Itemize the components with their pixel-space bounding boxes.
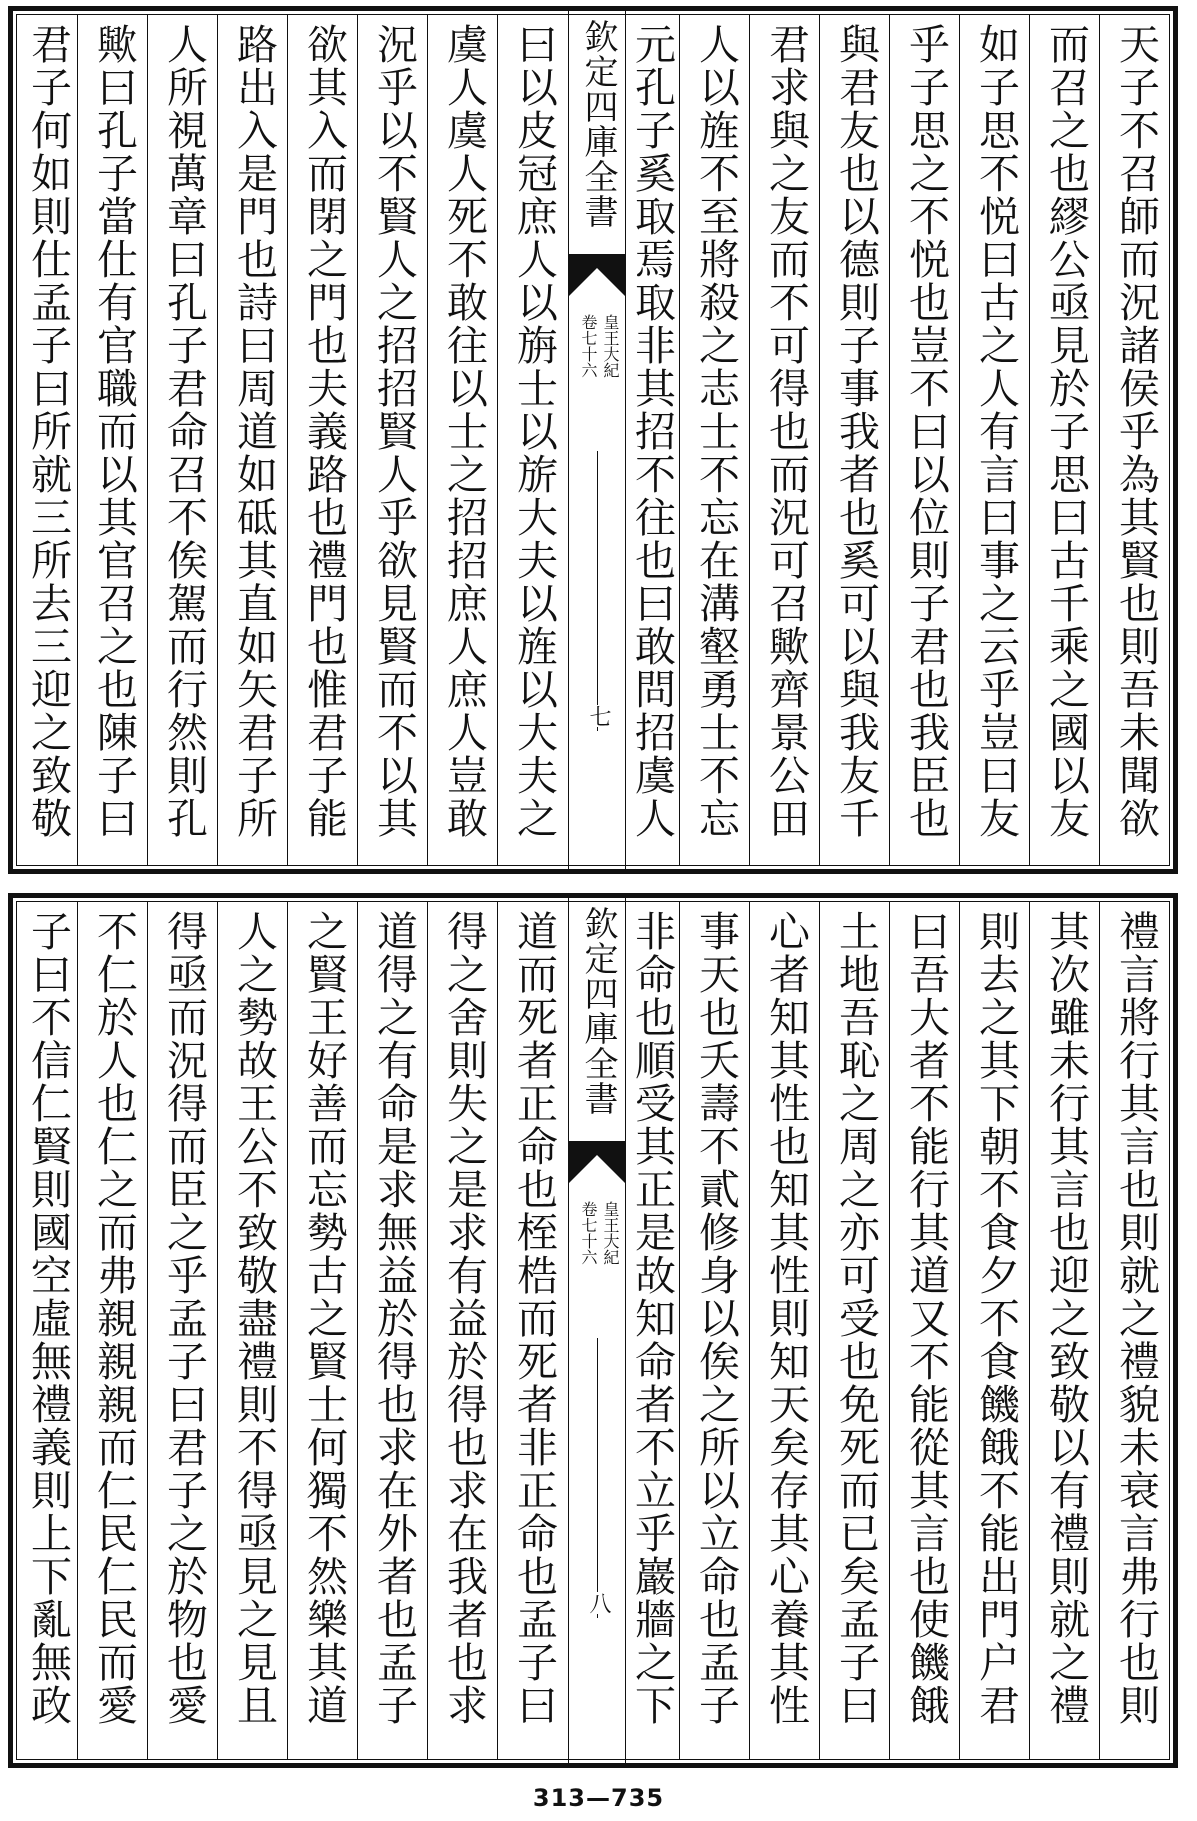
center-gutter bbox=[568, 11, 626, 869]
column-rule bbox=[147, 901, 148, 1760]
text-column: 人以旌不至將殺之志士不忘在溝壑勇士不忘 bbox=[692, 23, 740, 840]
book-subtitle: 皇王大紀 bbox=[601, 1201, 620, 1265]
text-column: 其次雖未行其言也迎之致敬以有禮則就之禮 bbox=[1042, 910, 1090, 1727]
text-column: 況乎以不賢人之招招賢人乎欲見賢而不以其 bbox=[370, 23, 418, 840]
text-column: 君求與之友而不可得也而況可召歟齊景公田 bbox=[762, 23, 810, 840]
column-rule bbox=[959, 14, 960, 866]
text-column: 土地吾恥之周之亦可受也免死而已矣孟子曰 bbox=[832, 910, 880, 1727]
column-rule bbox=[889, 901, 890, 1760]
text-column: 人所視萬章曰孔子君命召不俟駕而行然則孔 bbox=[160, 23, 208, 840]
fish-tail-mark-icon bbox=[569, 1141, 625, 1183]
text-column: 人之勢故王公不致敬盡禮則不得亟見之見且 bbox=[230, 910, 278, 1727]
column-rule bbox=[497, 901, 498, 1760]
top-page bbox=[8, 6, 1178, 874]
text-column: 曰吾大者不能行其道又不能從其言也使饑餓 bbox=[902, 910, 950, 1727]
column-rule bbox=[217, 14, 218, 866]
book-title: 欽定四庫全書 bbox=[578, 19, 618, 229]
column-rule bbox=[819, 14, 820, 866]
gutter-rule bbox=[597, 1338, 598, 1618]
text-column: 歟曰孔子當仕有官職而以其官召之也陳子曰 bbox=[90, 23, 138, 840]
volume-label: 卷七十六 bbox=[579, 314, 598, 378]
column-rule bbox=[427, 901, 428, 1760]
bottom-page bbox=[8, 893, 1178, 1768]
column-rule bbox=[287, 901, 288, 1760]
text-column: 之賢王好善而忘勢古之賢士何獨不然樂其道 bbox=[300, 910, 348, 1727]
column-rule bbox=[819, 901, 820, 1760]
text-column: 路出入是門也詩曰周道如砥其直如矢君子所 bbox=[230, 23, 278, 840]
page-number: 313—735 bbox=[532, 1784, 665, 1812]
column-rule bbox=[357, 14, 358, 866]
column-rule bbox=[217, 901, 218, 1760]
text-column: 乎子思之不悦也豈不曰以位則子君也我臣也 bbox=[902, 23, 950, 840]
column-rule bbox=[1029, 14, 1030, 866]
column-rule bbox=[749, 14, 750, 866]
text-column: 禮言將行其言也則就之禮貌未衰言弗行也則 bbox=[1112, 910, 1160, 1727]
column-rule bbox=[749, 901, 750, 1760]
text-column: 曰以皮冠庶人以旃士以旂大夫以旌以大夫之 bbox=[510, 23, 558, 840]
column-rule bbox=[427, 14, 428, 866]
column-rule bbox=[287, 14, 288, 866]
text-column: 子曰不信仁賢則國空虛無禮義則上下亂無政 bbox=[24, 910, 72, 1727]
gutter-rule bbox=[597, 451, 598, 731]
book-subtitle: 皇王大紀 bbox=[601, 314, 620, 378]
text-column: 虞人虞人死不敢往以士之招招庶人庶人豈敢 bbox=[440, 23, 488, 840]
column-rule bbox=[77, 901, 78, 1760]
column-rule bbox=[889, 14, 890, 866]
column-rule bbox=[147, 14, 148, 866]
book-title: 欽定四庫全書 bbox=[578, 906, 618, 1116]
column-rule bbox=[1099, 14, 1100, 866]
column-rule bbox=[77, 14, 78, 866]
text-column: 欲其入而閉之門也夫義路也禮門也惟君子能 bbox=[300, 23, 348, 840]
column-rule bbox=[1029, 901, 1030, 1760]
text-column: 君子何如則仕孟子曰所就三所去三迎之致敬 bbox=[24, 23, 72, 840]
text-column: 天子不召師而況諸侯乎為其賢也則吾未聞欲 bbox=[1112, 23, 1160, 840]
column-rule bbox=[357, 901, 358, 1760]
text-column: 不仁於人也仁之而弗親親親而仁民仁民而愛 bbox=[90, 910, 138, 1727]
text-column: 如子思不悦曰古之人有言曰事之云乎豈曰友 bbox=[972, 23, 1020, 840]
text-column: 道得之有命是求無益於得也求在外者也孟子 bbox=[370, 910, 418, 1727]
fish-tail-mark-icon bbox=[569, 254, 625, 296]
text-column: 道而死者正命也桎梏而死者非正命也孟子曰 bbox=[510, 910, 558, 1727]
text-column: 而召之也繆公亟見於子思曰古千乘之國以友 bbox=[1042, 23, 1090, 840]
text-column: 事天也夭壽不貳修身以俟之所以立命也孟子 bbox=[692, 910, 740, 1727]
text-column: 非命也順受其正是故知命者不立乎巖牆之下 bbox=[628, 910, 676, 1727]
folio-number: 七 bbox=[583, 705, 613, 727]
text-column: 元孔子奚取焉取非其招不往也曰敢問招虞人 bbox=[628, 23, 676, 840]
volume-label: 卷七十六 bbox=[579, 1201, 598, 1265]
text-column: 心者知其性也知其性則知天矣存其心養其性 bbox=[762, 910, 810, 1727]
folio-number: 八 bbox=[583, 1592, 613, 1614]
text-column: 得亟而況得而臣之乎孟子曰君子之於物也愛 bbox=[160, 910, 208, 1727]
column-rule bbox=[497, 14, 498, 866]
column-rule bbox=[959, 901, 960, 1760]
text-column: 與君友也以德則子事我者也奚可以與我友千 bbox=[832, 23, 880, 840]
center-gutter bbox=[568, 898, 626, 1763]
text-column: 得之舍則失之是求有益於得也求在我者也求 bbox=[440, 910, 488, 1727]
text-column: 則去之其下朝不食夕不食饑餓不能出門户君 bbox=[972, 910, 1020, 1727]
column-rule bbox=[1099, 901, 1100, 1760]
column-rule bbox=[679, 901, 680, 1760]
column-rule bbox=[679, 14, 680, 866]
